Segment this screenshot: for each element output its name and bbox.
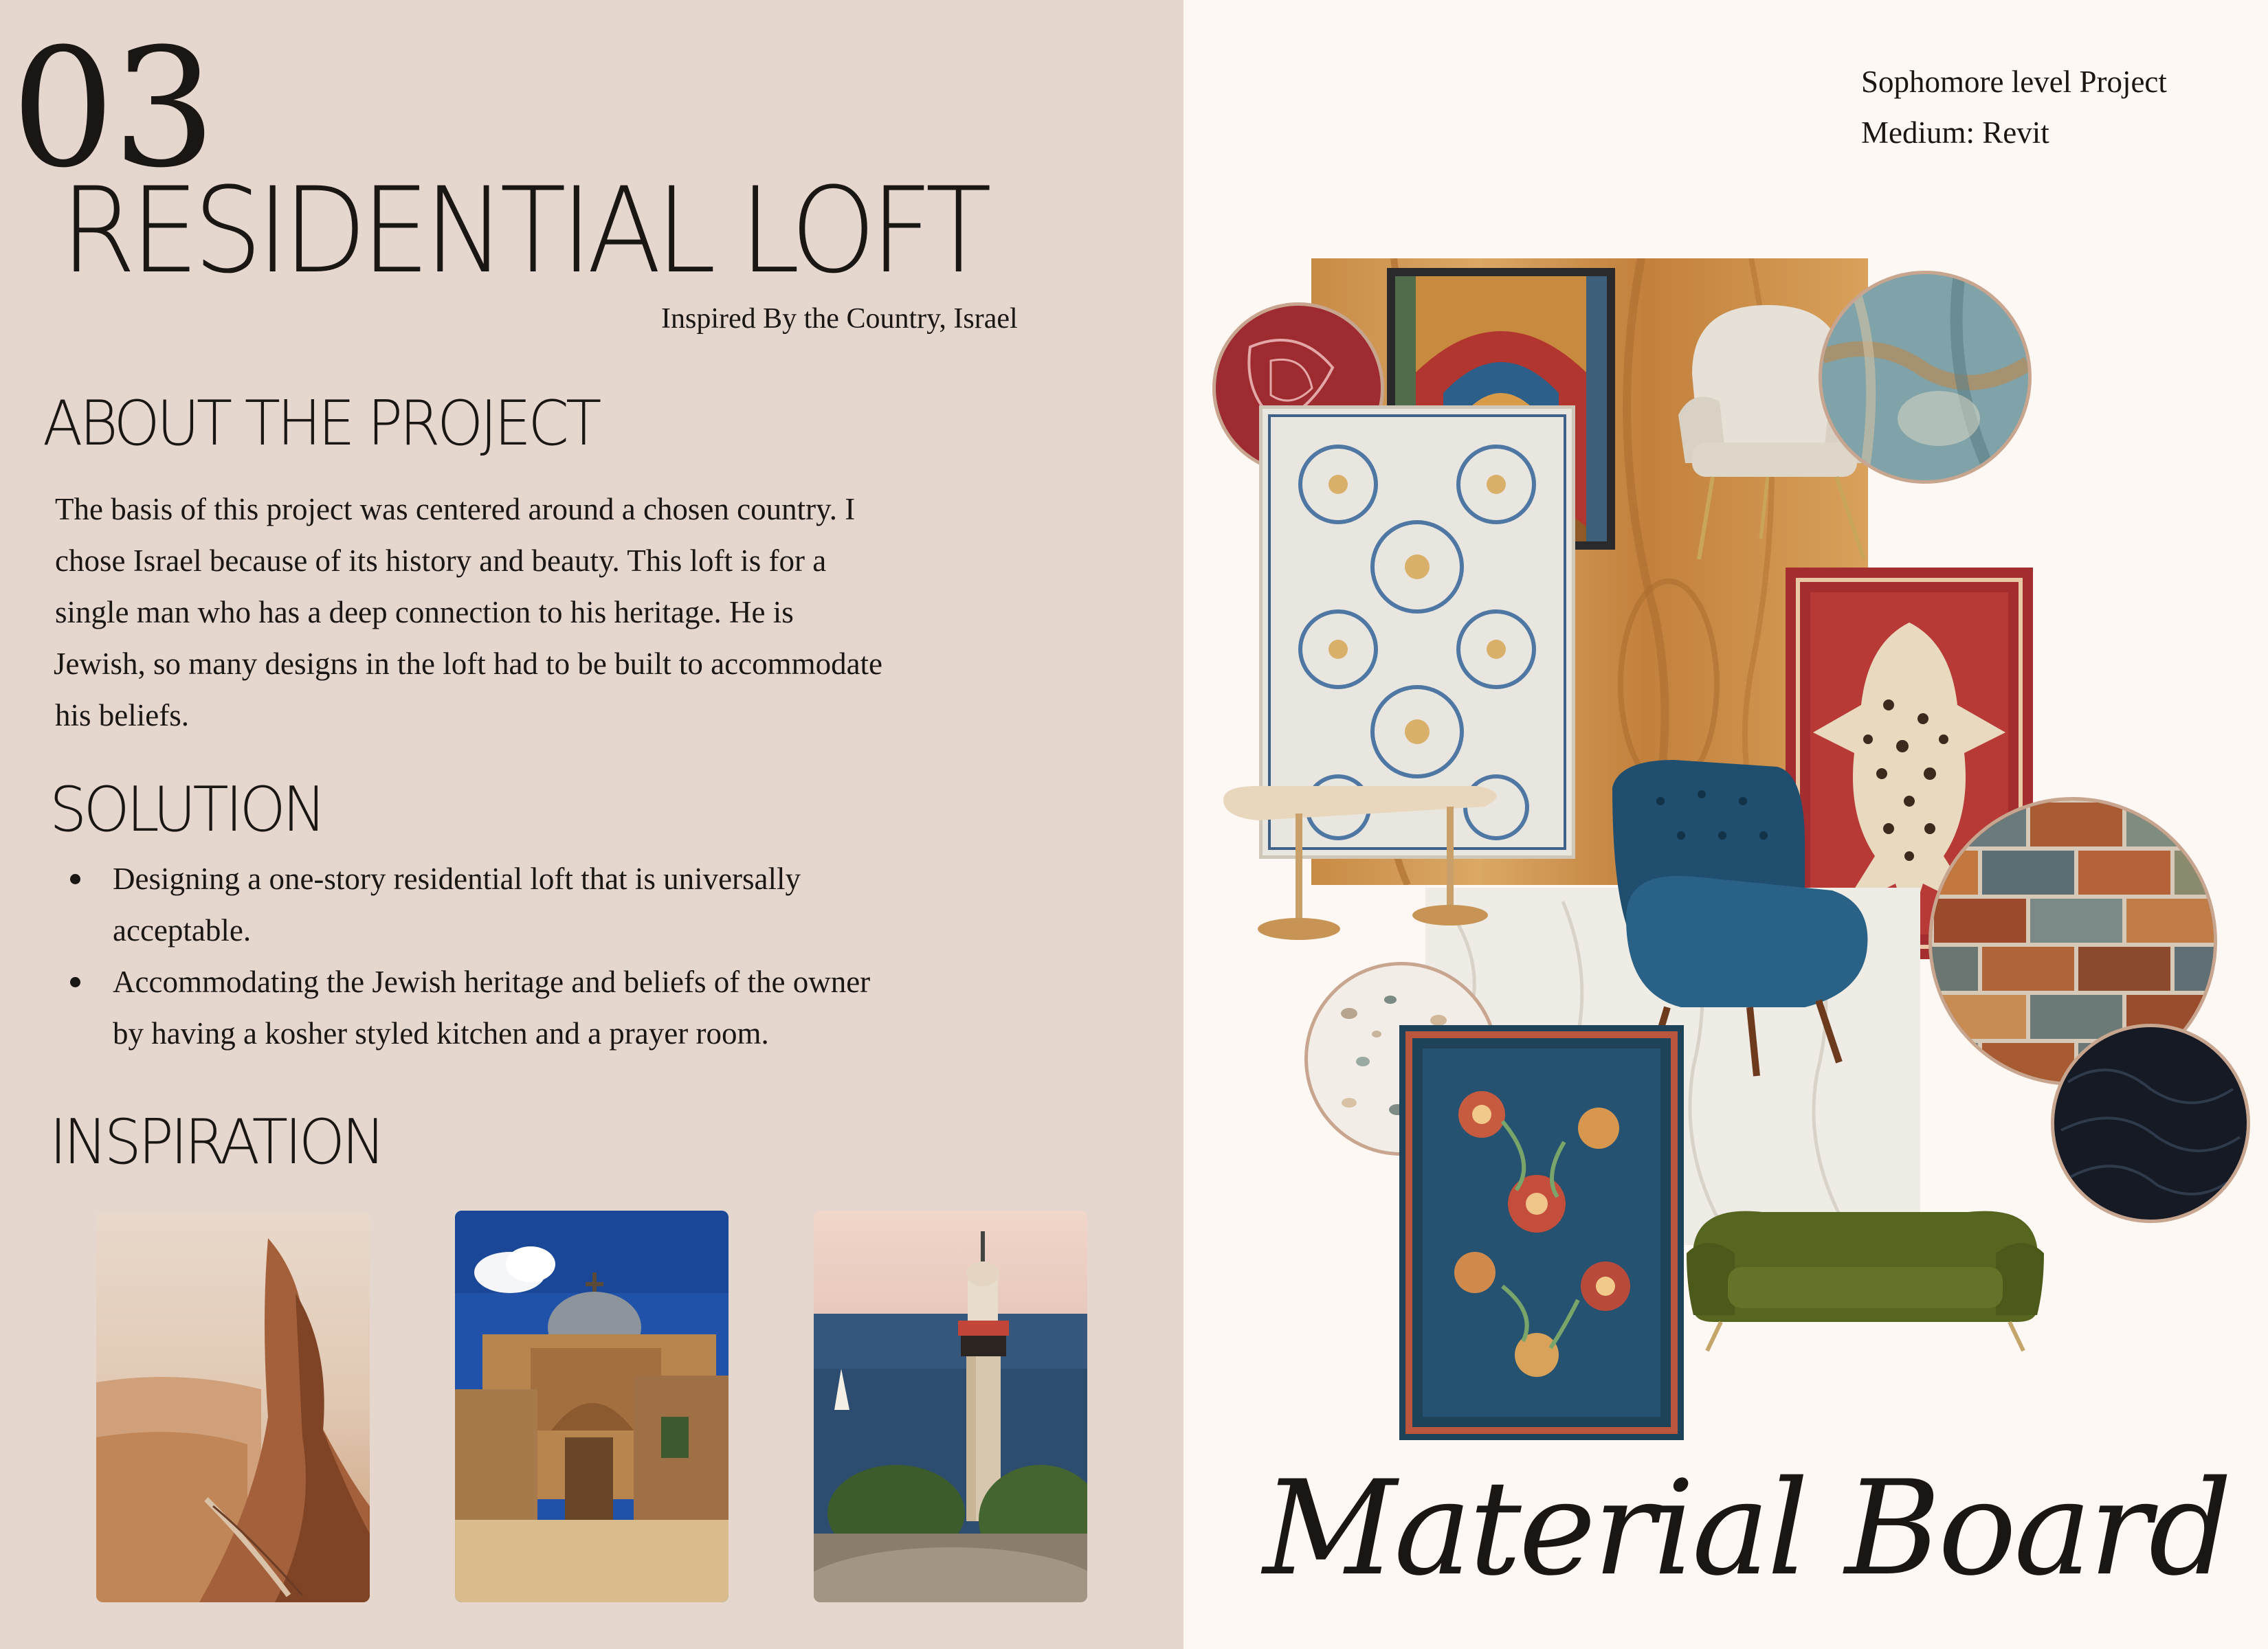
desert-cliff-photo bbox=[96, 1211, 370, 1602]
list-item: Designing a one-story residential loft that is universally acceptable. bbox=[55, 853, 1031, 956]
about-line: chose Israel because of its history and beauty. This loft is for a bbox=[55, 543, 827, 578]
about-paragraph bbox=[55, 484, 1058, 741]
page-subtitle: Inspired By the Country, Israel bbox=[661, 303, 1018, 335]
material-board-signature: Material Board bbox=[1263, 1452, 2230, 1604]
wood-top-table bbox=[1216, 779, 1512, 944]
solution-heading: SOLUTION bbox=[49, 774, 324, 846]
bullet-icon bbox=[70, 874, 80, 884]
navy-floral-rug bbox=[1399, 1025, 1684, 1440]
about-line: single man who has a deep connection to his heritage. He is bbox=[55, 595, 794, 629]
solution-list bbox=[55, 853, 1031, 1059]
about-heading: ABOUT THE PROJECT bbox=[43, 388, 599, 460]
list-item: Accommodating the Jewish heritage and beliefs of the owner by having a kosher styled kitchen and a prayer room. bbox=[55, 956, 1031, 1059]
green-velvet-sofa bbox=[1680, 1191, 2051, 1356]
inspiration-heading: INSPIRATION bbox=[49, 1106, 383, 1178]
about-line: his beliefs. bbox=[55, 698, 189, 732]
about-line: Jewish, so many designs in the loft had to be built to accommodate bbox=[54, 647, 883, 681]
black-stone-swatch bbox=[2051, 1024, 2250, 1223]
page-title: RESIDENTIAL LOFT bbox=[60, 161, 986, 300]
blue-marble-swatch bbox=[1819, 271, 2032, 484]
project-number: 03 bbox=[11, 14, 214, 204]
project-level: Sophomore level Project bbox=[1861, 65, 2167, 99]
coastal-minaret-photo bbox=[814, 1211, 1087, 1602]
project-medium: Medium: Revit bbox=[1861, 115, 2049, 150]
old-stone-church-photo bbox=[455, 1211, 729, 1602]
bullet-icon bbox=[70, 977, 80, 987]
material-board-panel bbox=[1183, 0, 2268, 1649]
about-line: The basis of this project was centered around a chosen country. I bbox=[55, 492, 856, 526]
